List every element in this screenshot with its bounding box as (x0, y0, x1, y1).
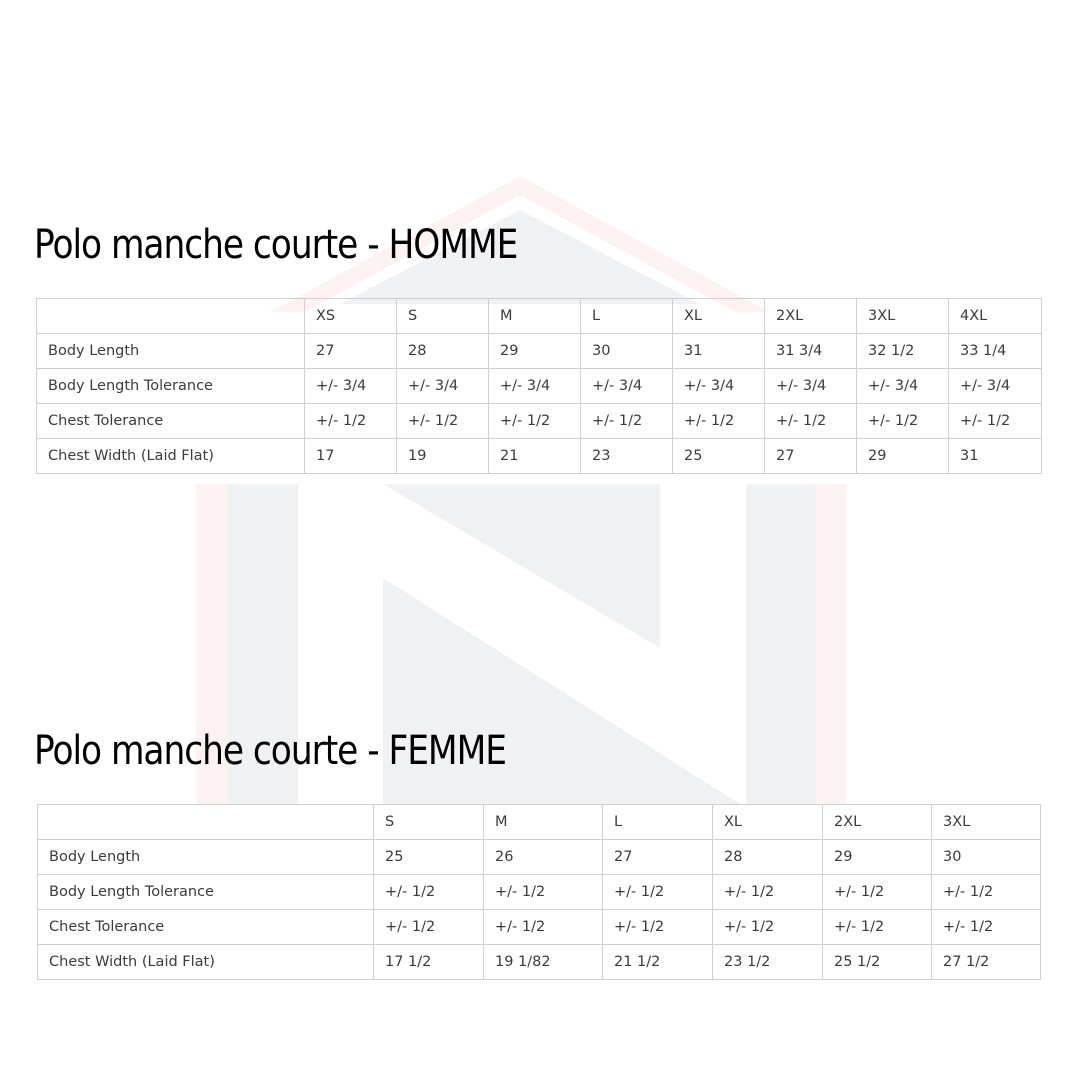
header-empty-cell (37, 299, 305, 334)
table-cell: 27 (603, 840, 713, 875)
size-header: XL (713, 805, 823, 840)
table-cell: 23 (581, 439, 673, 474)
table-cell: 27 1/2 (932, 945, 1041, 980)
table-cell: 29 (489, 334, 581, 369)
table-cell: 30 (581, 334, 673, 369)
row-label: Chest Width (Laid Flat) (37, 439, 305, 474)
table-cell: 28 (397, 334, 489, 369)
table-header-row (38, 805, 1041, 840)
row-label: Body Length (37, 334, 305, 369)
table-cell: 21 (489, 439, 581, 474)
table-cell: 29 (857, 439, 949, 474)
size-header: M (484, 805, 603, 840)
table-cell: +/- 1/2 (374, 910, 484, 945)
table-cell: 30 (932, 840, 1041, 875)
size-header: 3XL (932, 805, 1041, 840)
size-header: XS (305, 299, 397, 334)
table-cell: +/- 1/2 (823, 910, 932, 945)
row-label: Chest Width (Laid Flat) (38, 945, 374, 980)
table-cell: +/- 3/4 (673, 369, 765, 404)
table-row (37, 369, 1042, 404)
size-header: 4XL (949, 299, 1042, 334)
table-cell: 31 (949, 439, 1042, 474)
section-title-homme: Polo manche courte - HOMME (34, 222, 518, 268)
table-cell: +/- 3/4 (857, 369, 949, 404)
header-empty-cell (38, 805, 374, 840)
table-cell: +/- 1/2 (857, 404, 949, 439)
table-cell: 26 (484, 840, 603, 875)
table-cell: 29 (823, 840, 932, 875)
section-title-femme: Polo manche courte - FEMME (34, 728, 506, 774)
table-row (38, 875, 1041, 910)
table-cell: 25 (374, 840, 484, 875)
table-cell: +/- 3/4 (305, 369, 397, 404)
table-row (38, 840, 1041, 875)
row-label: Body Length (38, 840, 374, 875)
size-header: M (489, 299, 581, 334)
table-cell: +/- 1/2 (673, 404, 765, 439)
size-header: XL (673, 299, 765, 334)
table-cell: +/- 1/2 (603, 910, 713, 945)
table-cell: +/- 1/2 (397, 404, 489, 439)
table-cell: +/- 1/2 (305, 404, 397, 439)
table-cell: +/- 1/2 (603, 875, 713, 910)
size-header: S (374, 805, 484, 840)
table-cell: 31 3/4 (765, 334, 857, 369)
table-cell: +/- 1/2 (484, 910, 603, 945)
size-header: 2XL (823, 805, 932, 840)
size-table-homme (36, 298, 1042, 474)
table-cell: 23 1/2 (713, 945, 823, 980)
table-cell: 28 (713, 840, 823, 875)
table-cell: +/- 3/4 (949, 369, 1042, 404)
table-cell: +/- 1/2 (484, 875, 603, 910)
table-cell: +/- 1/2 (949, 404, 1042, 439)
table-cell: +/- 1/2 (713, 875, 823, 910)
table-cell: +/- 1/2 (713, 910, 823, 945)
table-cell: 17 1/2 (374, 945, 484, 980)
table-cell: +/- 1/2 (932, 910, 1041, 945)
row-label: Body Length Tolerance (37, 369, 305, 404)
table-row (38, 945, 1041, 980)
table-cell: 21 1/2 (603, 945, 713, 980)
size-header: L (581, 299, 673, 334)
table-cell: +/- 1/2 (823, 875, 932, 910)
table-row (37, 439, 1042, 474)
table-cell: 33 1/4 (949, 334, 1042, 369)
table-cell: +/- 3/4 (765, 369, 857, 404)
size-header: 3XL (857, 299, 949, 334)
table-cell: 32 1/2 (857, 334, 949, 369)
table-cell: 27 (305, 334, 397, 369)
table-row (38, 910, 1041, 945)
table-row (37, 334, 1042, 369)
row-label: Chest Tolerance (37, 404, 305, 439)
table-header-row (37, 299, 1042, 334)
table-cell: 19 1/82 (484, 945, 603, 980)
row-label: Body Length Tolerance (38, 875, 374, 910)
table-cell: +/- 3/4 (489, 369, 581, 404)
table-cell: +/- 1/2 (489, 404, 581, 439)
table-cell: +/- 1/2 (374, 875, 484, 910)
table-cell: 19 (397, 439, 489, 474)
table-cell: +/- 3/4 (581, 369, 673, 404)
row-label: Chest Tolerance (38, 910, 374, 945)
table-cell: +/- 1/2 (765, 404, 857, 439)
table-cell: 17 (305, 439, 397, 474)
table-cell: 25 1/2 (823, 945, 932, 980)
table-cell: 25 (673, 439, 765, 474)
table-cell: 27 (765, 439, 857, 474)
size-header: S (397, 299, 489, 334)
table-cell: +/- 1/2 (932, 875, 1041, 910)
size-header: 2XL (765, 299, 857, 334)
table-cell: +/- 3/4 (397, 369, 489, 404)
size-header: L (603, 805, 713, 840)
table-row (37, 404, 1042, 439)
size-table-femme (37, 804, 1041, 980)
table-cell: 31 (673, 334, 765, 369)
table-cell: +/- 1/2 (581, 404, 673, 439)
